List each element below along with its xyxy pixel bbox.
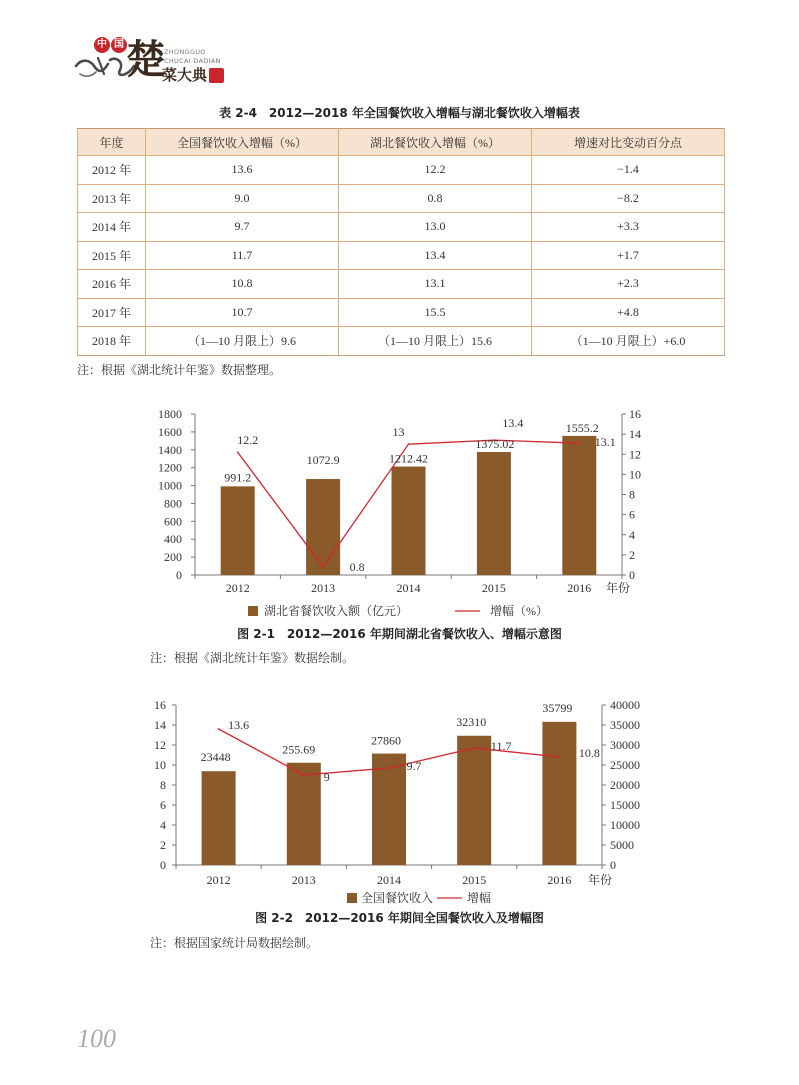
- logo-red-stamp: [209, 68, 224, 83]
- cell-national-growth: 13.6: [146, 156, 339, 185]
- left-y-tick-label: 1400: [158, 442, 182, 457]
- right-y-tick-label: 25000: [610, 758, 640, 772]
- line-point-2016: [578, 442, 580, 444]
- logo-seal-circle: [94, 37, 110, 53]
- line-value-label: 9.7: [406, 759, 422, 773]
- left-y-tick-label: 600: [164, 514, 182, 529]
- column-header-growth-difference: 增速对比变动百分点: [532, 129, 725, 156]
- figure-caption: 图 2-1 2012—2016 年期间湖北省餐饮收入、增幅示意图: [237, 627, 562, 641]
- cell-year: 2015 年: [78, 241, 146, 270]
- column-header-hubei-growth: 湖北餐饮收入增幅（%）: [339, 129, 532, 156]
- right-y-tick-label: 10000: [610, 818, 640, 832]
- growth-comparison-table: [77, 128, 725, 356]
- bar-2012: [221, 486, 255, 575]
- right-y-tick-label: 14: [629, 427, 641, 442]
- bar-2015: [477, 452, 511, 575]
- x-tick-label-2014: 2014: [396, 581, 421, 595]
- left-y-tick-label: 800: [164, 496, 182, 511]
- cell-national-growth: （1—10 月限上）9.6: [146, 327, 339, 356]
- right-y-tick-label: 0: [629, 568, 635, 582]
- cell-national-growth: 10.7: [146, 298, 339, 327]
- bar-value-label: 1375.02: [475, 437, 515, 452]
- legend-label: 湖北省餐饮收入额（亿元）: [264, 604, 409, 618]
- line-value-label: 10.8: [578, 746, 600, 760]
- figure-caption: 图 2-2 2012—2016 年期间全国餐饮收入及增幅图: [255, 911, 544, 925]
- right-y-tick-label: 12: [629, 447, 641, 462]
- cell-hubei-growth: 0.8: [339, 184, 532, 213]
- bar-2012: [202, 771, 236, 865]
- line-value-label: 13: [392, 425, 405, 440]
- bar-value-label: 35799: [542, 700, 573, 715]
- right-y-tick-label: 8: [629, 487, 635, 502]
- left-y-tick-label: 16: [154, 698, 166, 712]
- cell-growth-difference: −1.4: [532, 156, 725, 185]
- bar-value-label: 1212.42: [389, 451, 428, 466]
- national-catering-revenue-chart: [0, 690, 799, 908]
- logo-pinyin-line-1: ZHONGGUO: [164, 48, 206, 56]
- figure-source-note: 注：根据《湖北统计年鉴》数据绘制。: [150, 651, 355, 665]
- left-y-tick-label: 1800: [158, 407, 182, 421]
- cell-growth-difference: +4.8: [532, 298, 725, 327]
- bar-value-label: 27860: [371, 733, 401, 748]
- right-y-tick-label: 5000: [610, 838, 634, 852]
- cell-growth-difference: −8.2: [532, 184, 725, 213]
- right-y-tick-label: 2: [629, 547, 635, 562]
- cell-year: 2012 年: [78, 156, 146, 185]
- bar-value-label: 991.2: [224, 470, 252, 485]
- left-y-tick-label: 4: [160, 818, 166, 832]
- left-y-tick-label: 8: [160, 778, 166, 792]
- legend-label: 全国餐饮收入: [361, 891, 434, 905]
- cell-hubei-growth: 12.2: [339, 156, 532, 185]
- line-point-2014: [388, 767, 390, 769]
- line-point-2013: [322, 566, 324, 568]
- right-y-tick-label: 16: [629, 407, 641, 421]
- line-value-label: 11.7: [490, 739, 512, 753]
- line-point-2014: [408, 443, 410, 445]
- x-tick-label-2016: 2016: [567, 581, 592, 595]
- cell-growth-difference: +2.3: [532, 270, 725, 299]
- right-y-tick-label: 20000: [610, 778, 640, 792]
- cell-year: 2018 年: [78, 327, 146, 356]
- table-row: [78, 156, 725, 185]
- table-row: [78, 327, 725, 356]
- x-tick-label-2012: 2012: [225, 581, 250, 595]
- line-value-label: 13.4: [502, 416, 524, 431]
- left-y-tick-label: 2: [160, 838, 166, 852]
- logo-pinyin-line-2: CHUCAI DADIAN: [164, 57, 221, 65]
- cell-growth-difference: +1.7: [532, 241, 725, 270]
- line-value-label: 13.1: [594, 435, 616, 450]
- x-tick-label-2016: 2016: [547, 873, 572, 887]
- right-y-tick-label: 10: [629, 467, 641, 482]
- line-value-label: 0.8: [349, 559, 365, 574]
- cell-growth-difference: +3.3: [532, 213, 725, 242]
- bar-value-label: 23448: [200, 750, 231, 765]
- logo-seal-char: 中: [97, 39, 107, 50]
- logo-big-character: 楚: [126, 36, 166, 83]
- x-tick-label-2012: 2012: [206, 873, 231, 887]
- left-y-tick-label: 12: [154, 738, 166, 752]
- cell-national-growth: 10.8: [146, 270, 339, 299]
- x-tick-label-2013: 2013: [291, 873, 316, 887]
- cell-year: 2014 年: [78, 213, 146, 242]
- line-point-2016: [559, 756, 561, 758]
- book-logo: [0, 0, 240, 95]
- cell-national-growth: 11.7: [146, 241, 339, 270]
- bar-value-label: 1072.9: [306, 453, 340, 468]
- table-row: [78, 213, 725, 242]
- legend-label: 增幅（%）: [490, 604, 548, 618]
- table-source-note: 注：根据《湖北统计年鉴》数据整理。: [77, 363, 282, 377]
- cell-year: 2016 年: [78, 270, 146, 299]
- bar-2014: [372, 754, 406, 865]
- bar-2013: [306, 479, 340, 575]
- right-y-tick-label: 0: [610, 858, 616, 872]
- line-value-label: 9: [323, 770, 330, 784]
- page-number: 100: [77, 1024, 116, 1053]
- logo-seal-char: 国: [114, 39, 124, 50]
- cell-national-growth: 9.7: [146, 213, 339, 242]
- left-y-tick-label: 10: [154, 758, 166, 772]
- cell-year: 2013 年: [78, 184, 146, 213]
- cell-national-growth: 9.0: [146, 184, 339, 213]
- right-y-tick-label: 35000: [610, 718, 640, 732]
- line-point-2015: [473, 747, 475, 749]
- left-y-tick-label: 1200: [158, 460, 182, 475]
- x-tick-label-2014: 2014: [377, 873, 401, 887]
- table-row: [78, 241, 725, 270]
- line-value-label: 12.2: [237, 433, 259, 448]
- left-y-tick-label: 1000: [158, 478, 182, 493]
- left-y-tick-label: 0: [160, 858, 166, 872]
- cell-hubei-growth: 15.5: [339, 298, 532, 327]
- bar-2013: [287, 763, 321, 865]
- table-row: [78, 298, 725, 327]
- bar-value-label: 1555.2: [565, 420, 599, 435]
- column-header-national-growth: 全国餐饮收入增幅（%）: [146, 129, 339, 156]
- cell-year: 2017 年: [78, 298, 146, 327]
- logo-title: 菜大典: [162, 66, 208, 84]
- bar-2016: [542, 722, 576, 865]
- left-y-tick-label: 200: [164, 550, 182, 565]
- line-point-2013: [303, 774, 305, 776]
- line-point-2012: [218, 728, 220, 730]
- x-axis-title: 年份: [606, 581, 631, 595]
- right-y-tick-label: 40000: [610, 698, 640, 712]
- legend-swatch-bar: [248, 606, 258, 616]
- x-axis-title: 年份: [588, 873, 613, 887]
- figure-source-note: 注：根据国家统计局数据绘制。: [150, 936, 319, 950]
- table-caption: 表 2-4 2012—2018 年全国餐饮收入增幅与湖北餐饮收入增幅表: [219, 106, 580, 120]
- right-y-tick-label: 30000: [610, 738, 640, 752]
- bar-value-label: 255.69: [282, 742, 316, 757]
- bar-2016: [562, 436, 596, 575]
- table-header-row: [78, 129, 725, 156]
- right-y-tick-label: 6: [629, 507, 635, 522]
- left-y-tick-label: 6: [160, 798, 166, 812]
- logo-seal-circle: [111, 37, 127, 53]
- left-y-tick-label: 400: [164, 532, 182, 547]
- left-y-tick-label: 1600: [158, 424, 182, 439]
- bar-2015: [457, 736, 491, 865]
- x-tick-label-2015: 2015: [462, 873, 487, 887]
- x-tick-label-2015: 2015: [481, 581, 506, 595]
- line-value-label: 13.6: [228, 718, 250, 732]
- table-row: [78, 270, 725, 299]
- legend-label: 增幅: [467, 891, 492, 905]
- legend-swatch-bar: [347, 893, 357, 903]
- bar-value-label: 32310: [456, 714, 487, 729]
- line-point-2012: [237, 451, 239, 453]
- cell-hubei-growth: 13.1: [339, 270, 532, 299]
- column-header-year: 年度: [78, 129, 146, 156]
- hubei-catering-revenue-chart: [0, 400, 799, 622]
- left-y-tick-label: 0: [176, 568, 182, 582]
- table-row: [78, 184, 725, 213]
- bar-2014: [392, 467, 426, 575]
- cell-hubei-growth: （1—10 月限上）15.6: [339, 327, 532, 356]
- cell-hubei-growth: 13.4: [339, 241, 532, 270]
- cell-growth-difference: （1—10 月限上）+6.0: [532, 327, 725, 356]
- x-tick-label-2013: 2013: [311, 581, 336, 595]
- right-y-tick-label: 4: [629, 527, 635, 542]
- right-y-tick-label: 15000: [610, 798, 640, 812]
- cell-hubei-growth: 13.0: [339, 213, 532, 242]
- left-y-tick-label: 14: [154, 718, 166, 732]
